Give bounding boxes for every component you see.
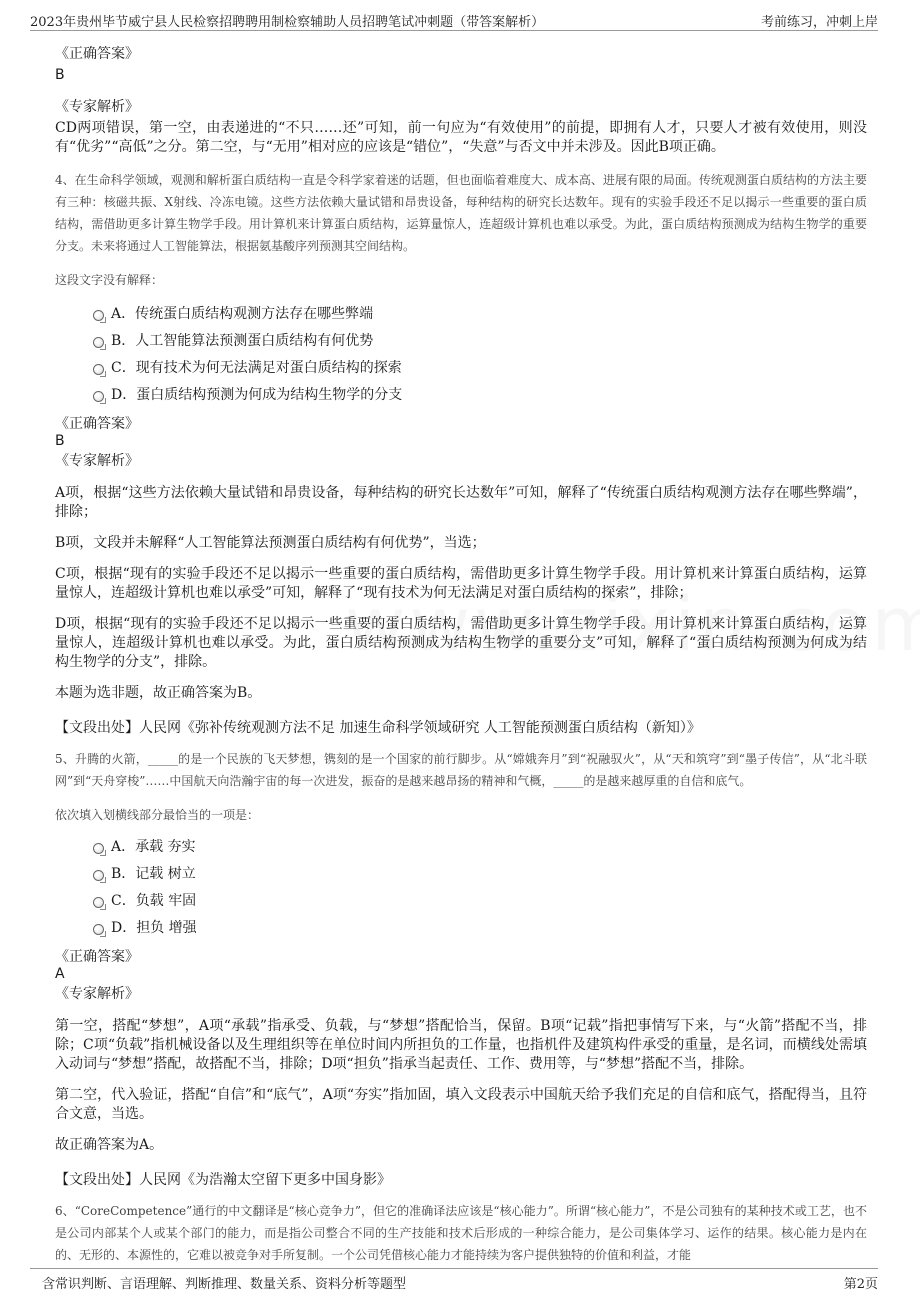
radio-icon[interactable] xyxy=(93,310,104,321)
header-slogan: 考前练习，冲刺上岸 xyxy=(760,15,878,30)
radio-icon[interactable] xyxy=(93,337,104,348)
question-5-stem: 5、升腾的火箭，_____的是一个民族的飞天梦想，镌刻的是一个国家的前行脚步。从“嫦娥奔月”到“祝融驭火”，从“天和筑穹”到“墨子传信”，从“北斗联网”到“天舟穿梭”……中国航天向浩瀚宇宙的每一次进发，振奋的是越来越昂扬的精神和气概，_____的是越来越厚重的自信和底气。 xyxy=(55,752,867,788)
analysis-paragraph: A项，根据“这些方法依赖大量试错和昂贵设备，每种结构的研究长达数年”可知，解释了“传统蛋白质结构观测方法存在哪些弊端”，排除； xyxy=(55,485,867,520)
analysis-paragraph: B项，文段并未解释“人工智能算法预测蛋白质结构有何优势”，当选； xyxy=(55,535,486,551)
analysis-paragraph: 本题为选非题，故正确答案为B。 xyxy=(55,685,262,701)
radio-icon[interactable] xyxy=(93,391,104,402)
option-text: D．担负 增强 xyxy=(111,920,197,936)
answer-value: B xyxy=(55,67,65,83)
question-4-options xyxy=(55,301,867,409)
question-5-prompt: 依次填入划横线部分最恰当的一项是： xyxy=(55,808,260,822)
analysis-paragraph: 第一空，搭配“梦想”，A项“承载”指承受、负载，与“梦想”搭配恰当，保留。B项“记载”指把事情写下来，与“火箭”搭配不当，排除；C项“负载”指机械设备以及生理组织等在单位时间内所担负的工作量，也指机件及建筑构件承受的重量，是名词，而横线处需填入动词与“梦想”搭配，故搭配不当，排除；D项“担负”指承当起责任、工作、费用等，与“梦想”搭配不当，排除。 xyxy=(55,1018,867,1072)
radio-icon[interactable] xyxy=(93,897,104,908)
option-text: C．现有技术为何无法满足对蛋白质结构的探索 xyxy=(111,360,402,376)
page-footer xyxy=(30,1268,878,1291)
document-title: 2023年贵州毕节威宁县人民检察招聘聘用制检察辅助人员招聘笔试冲刺题（带答案解析） xyxy=(30,15,545,30)
question-4-prompt: 这段文字没有解释： xyxy=(55,273,164,287)
option-text: C．负载 牢固 xyxy=(111,893,197,909)
option-b[interactable] xyxy=(55,328,867,355)
option-c[interactable] xyxy=(55,355,867,382)
question-4-stem: 4、在生命科学领域，观测和解析蛋白质结构一直是令科学家着迷的话题，但也面临着难度大、成本高、进展有限的局面。传统观测蛋白质结构的方法主要有三种：核磁共振、X射线、冷冻电镜。这些方法依赖大量试错和昂贵设备，每种结构的研究长达数年。现有的实验手段还不足以揭示一些重要的蛋白质结构，需借助更多计算生物学手段。用计算机来计算蛋白质结构，运算量惊人，连超级计算机也难以承受。为此，蛋白质结构预测成为结构生物学的重要分支。未来将通过人工智能算法，根据氨基酸序列预测其空间结构。 xyxy=(55,173,867,253)
page-number: 第2页 xyxy=(843,1277,878,1292)
source-citation: 【文段出处】人民网《弥补传统观测方法不足 加速生命科学领域研究 人工智能预测蛋白质结构（新知）》 xyxy=(55,720,701,736)
radio-icon[interactable] xyxy=(93,364,104,375)
option-d[interactable] xyxy=(55,382,867,409)
footer-topics: 含常识判断、言语理解、判断推理、数量关系、资料分析等题型 xyxy=(42,1277,407,1292)
option-b[interactable] xyxy=(55,861,867,888)
analysis-label: 《专家解析》 xyxy=(55,453,139,469)
analysis-paragraph: C项，根据“现有的实验手段还不足以揭示一些重要的蛋白质结构，需借助更多计算生物学手段。用计算机来计算蛋白质结构，运算量惊人，连超级计算机也难以承受”可知，解释了“现有技术为何无法满足对蛋白质结构的探索”，排除； xyxy=(55,566,867,601)
analysis-text: CD两项错误，第一空，由表递进的“不只……还”可知，前一句应为“有效使用”的前提，即拥有人才，只要人才被有效使用，则没有“优劣”“高低”之分。第二空，与“无用”相对应的应该是“错位”，“失意”与否文中并未涉及。因此B项正确。 xyxy=(55,120,867,155)
option-text: A．承载 夯实 xyxy=(111,839,196,855)
analysis-paragraph: 故正确答案为A。 xyxy=(55,1137,164,1153)
radio-icon[interactable] xyxy=(93,870,104,881)
option-c[interactable] xyxy=(55,888,867,915)
answer-value: A xyxy=(55,966,65,982)
analysis-paragraph: D项，根据“现有的实验手段还不足以揭示一些重要的蛋白质结构，需借助更多计算生物学手段。用计算机来计算蛋白质结构，运算量惊人，连超级计算机也难以承受。为此，蛋白质结构预测成为结构生物学的重要分支”可知，解释了“蛋白质结构预测为何成为结构生物学的分支”，排除。 xyxy=(55,616,867,670)
option-text: B．人工智能算法预测蛋白质结构有何优势 xyxy=(111,333,374,349)
option-text: A．传统蛋白质结构观测方法存在哪些弊端 xyxy=(111,306,374,322)
option-text: D．蛋白质结构预测为何成为结构生物学的分支 xyxy=(111,387,403,403)
question-5-options xyxy=(55,834,867,942)
radio-icon[interactable] xyxy=(93,924,104,935)
option-text: B．记载 树立 xyxy=(111,866,196,882)
answer-label: 《正确答案》 xyxy=(55,949,139,965)
option-a[interactable] xyxy=(55,834,867,861)
analysis-label: 《专家解析》 xyxy=(55,99,139,115)
page-content xyxy=(55,44,867,1266)
answer-label: 《正确答案》 xyxy=(55,416,139,432)
option-a[interactable] xyxy=(55,301,867,328)
source-citation: 【文段出处】人民网《为浩瀚太空留下更多中国身影》 xyxy=(55,1172,391,1188)
option-d[interactable] xyxy=(55,915,867,942)
answer-label: 《正确答案》 xyxy=(55,46,139,62)
page-header xyxy=(30,8,878,31)
question-6-stem: 6、“CoreCompetence”通行的中文翻译是“核心竞争力”，但它的准确译法应该是“核心能力”。所谓“核心能力”，不是公司独有的某种技术或工艺，也不是公司内部某个人或某个部门的能力，而是指公司整合不同的生产技能和技术后形成的一种综合能力，是公司集体学习、运作的结果。核心能力是内在的、无形的、本源性的，它难以被竞争对手所复制。一个公司凭借核心能力才能持续为客户提供独特的价值和利益，才能 xyxy=(55,1204,867,1262)
analysis-label: 《专家解析》 xyxy=(55,986,139,1002)
radio-icon[interactable] xyxy=(93,843,104,854)
answer-value: B xyxy=(55,433,65,449)
analysis-paragraph: 第二空，代入验证，搭配“自信”和“底气”，A项“夯实”指加固，填入文段表示中国航天给予我们充足的自信和底气，搭配得当，且符合文意，当选。 xyxy=(55,1087,867,1122)
